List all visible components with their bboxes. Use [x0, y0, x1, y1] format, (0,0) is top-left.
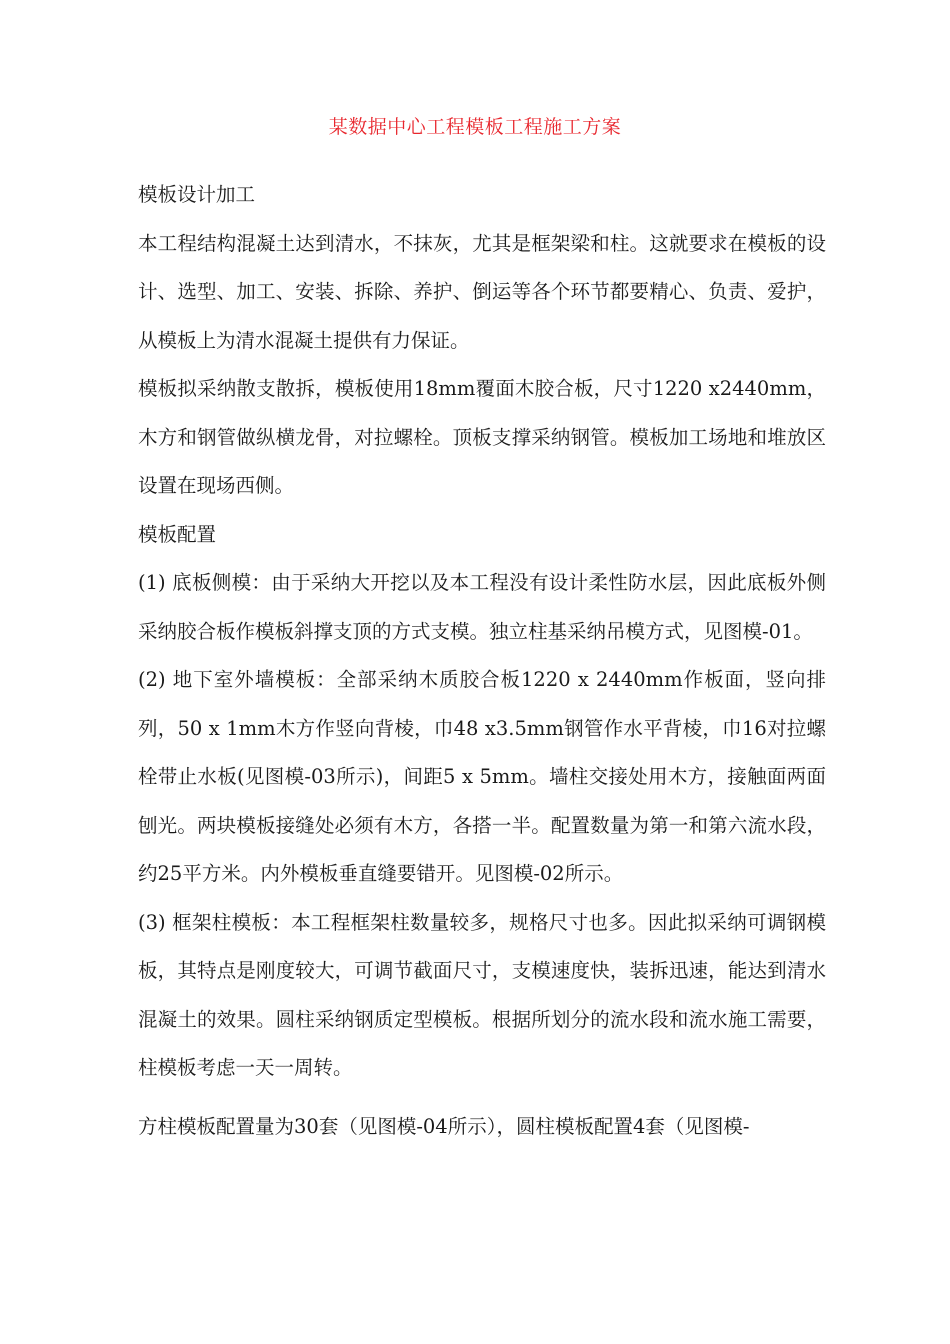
paragraph-column-quantity: 方柱模板配置量为30套（见图模-04所示），圆柱模板配置4套（见图模- — [138, 1114, 750, 1138]
section-heading-configuration: 模板配置 — [138, 522, 217, 546]
paragraph-formwork-material: 模板拟采纳散支散拆，模板使用18mm覆面木胶合板，尺寸1220 x2440mm，木方和钢管做纵横龙骨，对拉螺栓。顶板支撑采纳钢管。模板加工场地和堆放区设置在现场西侧。 — [138, 377, 826, 497]
document-title: 某数据中心工程模板工程施工方案 — [328, 116, 622, 138]
section-heading-design: 模板设计加工 — [138, 183, 256, 206]
paragraph-item-2: (2) 地下室外墙模板：全部采纳木质胶合板1220 x 2440mm作板面，竖向排列，50 x 1mm木方作竖向背棱，巾48 x3.5mm钢管作水平背棱，巾16对拉螺栓带止水板(见图模-03所示)，间距5 x 5mm。墙柱交接处用木方，接触面两面刨光。两块模板接缝处必须有木方，各搭一半。配置数量为第一和第六流水段，约25平方米。内外模板垂直缝要错开。见图模-02所示。 — [138, 668, 826, 885]
paragraph-requirements: 本工程结构混凝土达到清水，不抹灰，尤其是框架梁和柱。这就要求在模板的设计、选型、加工、安装、拆除、养护、倒运等各个环节都要精心、负责、爱护，从模板上为清水混凝土提供有力保证。 — [138, 231, 826, 352]
paragraph-item-3: (3) 框架柱模板：本工程框架柱数量较多，规格尺寸也多。因此拟采纳可调钢模板，其特点是刚度较大，可调节截面尺寸，支模速度快，装拆迅速，能达到清水混凝土的效果。圆柱采纳钢质定型模板。根据所划分的流水段和流水施工需要，柱模板考虑一天一周转。 — [138, 910, 826, 1079]
document-body — [138, 171, 826, 1151]
paragraph-item-1: (1) 底板侧模：由于采纳大开挖以及本工程没有设计柔性防水层，因此底板外侧采纳胶合板作模板斜撑支顶的方式支模。独立柱基采纳吊模方式，见图模-01。 — [138, 571, 826, 643]
